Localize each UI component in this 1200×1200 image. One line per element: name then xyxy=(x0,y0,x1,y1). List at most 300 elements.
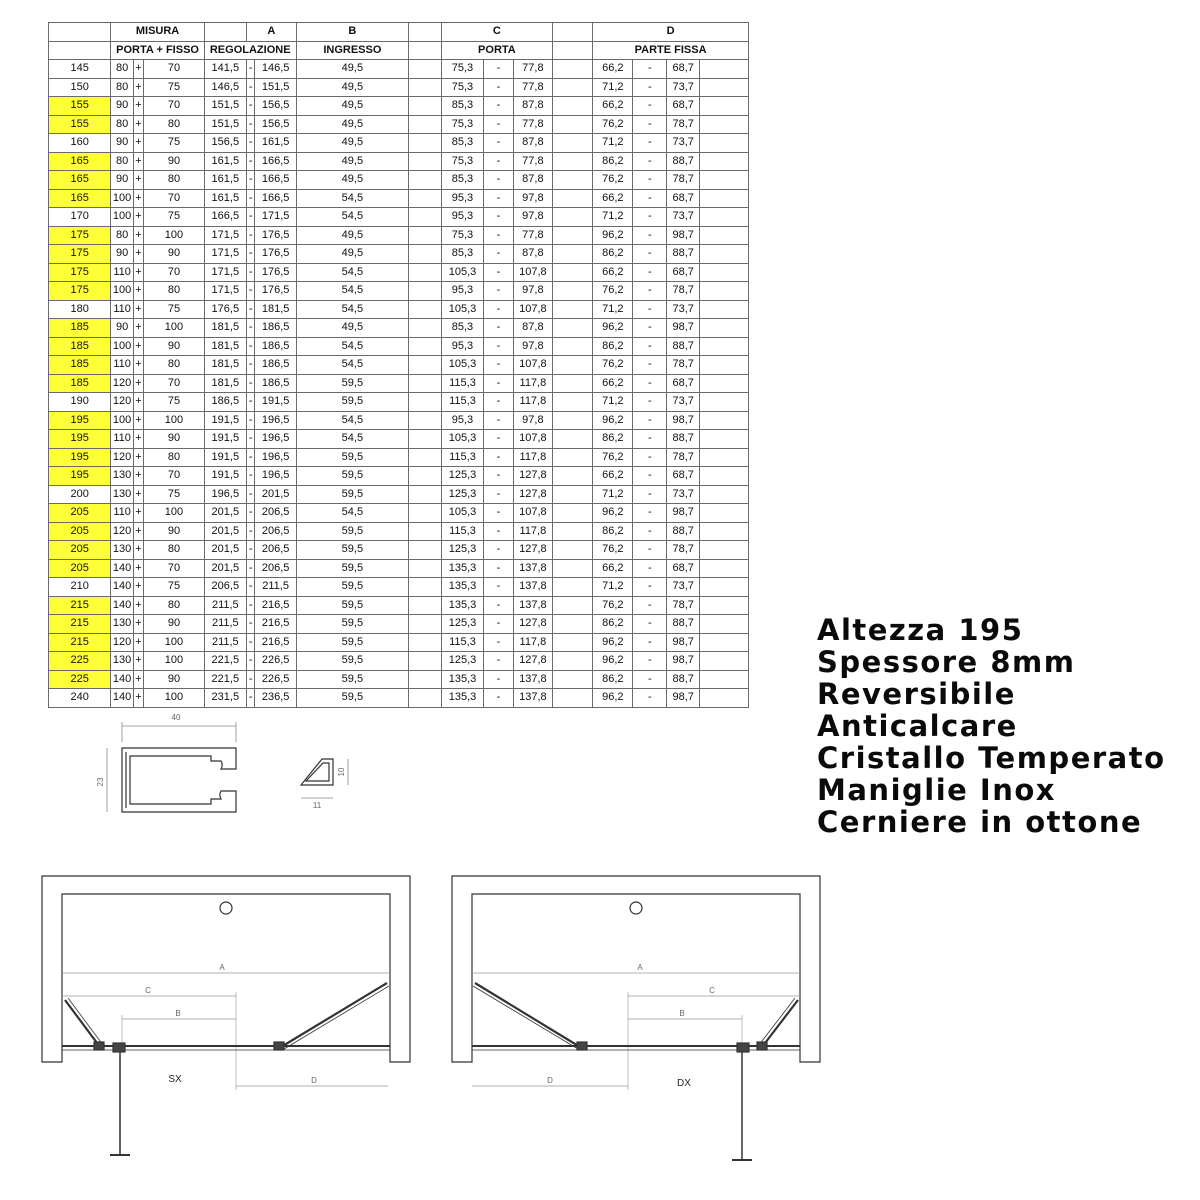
cell-porta: 140 xyxy=(111,689,133,708)
cell-a2: 186,5 xyxy=(255,337,296,356)
cell-dash: - xyxy=(484,319,514,338)
cell-b: 54,5 xyxy=(296,430,408,449)
cell-d1: 71,2 xyxy=(593,300,633,319)
cell-a1: 171,5 xyxy=(204,282,246,301)
cell-a2: 166,5 xyxy=(255,189,296,208)
cell-porta: 100 xyxy=(111,411,133,430)
cell-c1: 125,3 xyxy=(441,485,483,504)
cell-dash: - xyxy=(633,78,667,97)
cell-a2: 191,5 xyxy=(255,393,296,412)
cell-porta: 80 xyxy=(111,152,133,171)
cell-a1: 181,5 xyxy=(204,374,246,393)
cell-d1: 66,2 xyxy=(593,374,633,393)
cell-c1: 95,3 xyxy=(441,411,483,430)
cell-dash: - xyxy=(633,152,667,171)
cell-dash: - xyxy=(484,485,514,504)
cell-fisso: 75 xyxy=(144,134,204,153)
cell-dash: - xyxy=(246,504,254,523)
cell-a1: 201,5 xyxy=(204,541,246,560)
cell-misura: 215 xyxy=(49,596,111,615)
cell-b: 59,5 xyxy=(296,559,408,578)
cell-porta: 120 xyxy=(111,522,133,541)
cell-misura: 205 xyxy=(49,522,111,541)
cell-b: 59,5 xyxy=(296,689,408,708)
cell-plus: + xyxy=(133,189,144,208)
cell-dash: - xyxy=(633,337,667,356)
cell-c2: 77,8 xyxy=(513,226,552,245)
cell-c1: 135,3 xyxy=(441,689,483,708)
cell-fisso: 90 xyxy=(144,337,204,356)
cell-c2: 107,8 xyxy=(513,300,552,319)
cell-dash: - xyxy=(484,208,514,227)
cell-a1: 191,5 xyxy=(204,411,246,430)
cell-c2: 107,8 xyxy=(513,356,552,375)
cell-dash: - xyxy=(246,670,254,689)
cell-d2: 98,7 xyxy=(667,652,700,671)
cell-dash: - xyxy=(246,596,254,615)
cell-c2: 97,8 xyxy=(513,411,552,430)
cell-fisso: 100 xyxy=(144,411,204,430)
cell-d2: 68,7 xyxy=(667,559,700,578)
cell-c2: 127,8 xyxy=(513,652,552,671)
cell-d2: 98,7 xyxy=(667,633,700,652)
cell-porta: 80 xyxy=(111,226,133,245)
cell-b: 54,5 xyxy=(296,189,408,208)
cell-d1: 71,2 xyxy=(593,208,633,227)
cell-plus: + xyxy=(133,448,144,467)
cell-c2: 77,8 xyxy=(513,115,552,134)
cell-dash: - xyxy=(246,97,254,116)
cell-porta: 110 xyxy=(111,504,133,523)
cell-misura: 170 xyxy=(49,208,111,227)
cell-fisso: 90 xyxy=(144,245,204,264)
cell-b: 59,5 xyxy=(296,633,408,652)
u-profile-drawing xyxy=(107,722,236,812)
cell-dash: - xyxy=(484,670,514,689)
cell-fisso: 90 xyxy=(144,615,204,634)
cell-c2: 117,8 xyxy=(513,393,552,412)
cell-a1: 171,5 xyxy=(204,245,246,264)
cell-plus: + xyxy=(133,670,144,689)
cell-misura: 165 xyxy=(49,152,111,171)
cell-d2: 73,7 xyxy=(667,78,700,97)
cell-d1: 71,2 xyxy=(593,134,633,153)
plan-sx xyxy=(42,876,410,1155)
cell-misura: 165 xyxy=(49,171,111,190)
cell-dash: - xyxy=(633,596,667,615)
cell-d2: 78,7 xyxy=(667,282,700,301)
cell-a2: 211,5 xyxy=(255,578,296,597)
cell-dash: - xyxy=(633,60,667,79)
cell-d1: 71,2 xyxy=(593,485,633,504)
cell-plus: + xyxy=(133,115,144,134)
cell-misura: 155 xyxy=(49,97,111,116)
cell-d2: 68,7 xyxy=(667,97,700,116)
cell-c1: 75,3 xyxy=(441,78,483,97)
cell-plus: + xyxy=(133,171,144,190)
subheader-regolazione: REGOLAZIONE xyxy=(204,41,296,60)
cell-a2: 216,5 xyxy=(255,596,296,615)
cell-misura: 205 xyxy=(49,541,111,560)
cell-plus: + xyxy=(133,152,144,171)
cell-plus: + xyxy=(133,300,144,319)
cell-a2: 176,5 xyxy=(255,263,296,282)
subheader-parte-fissa: PARTE FISSA xyxy=(593,41,749,60)
cell-fisso: 100 xyxy=(144,652,204,671)
cell-dash: - xyxy=(633,189,667,208)
cell-dash: - xyxy=(633,226,667,245)
cell-d1: 76,2 xyxy=(593,596,633,615)
cell-fisso: 90 xyxy=(144,430,204,449)
cell-porta: 130 xyxy=(111,485,133,504)
cell-dash: - xyxy=(484,60,514,79)
cell-c2: 137,8 xyxy=(513,578,552,597)
cell-plus: + xyxy=(133,356,144,375)
cell-a2: 151,5 xyxy=(255,78,296,97)
cell-fisso: 75 xyxy=(144,578,204,597)
cell-b: 49,5 xyxy=(296,319,408,338)
cell-porta: 110 xyxy=(111,356,133,375)
cell-a1: 171,5 xyxy=(204,263,246,282)
cell-plus: + xyxy=(133,578,144,597)
cell-fisso: 70 xyxy=(144,374,204,393)
cell-misura: 185 xyxy=(49,337,111,356)
cell-dash: - xyxy=(633,393,667,412)
cell-c1: 85,3 xyxy=(441,97,483,116)
cell-dash: - xyxy=(246,615,254,634)
cell-fisso: 100 xyxy=(144,226,204,245)
cell-fisso: 70 xyxy=(144,263,204,282)
cell-a1: 201,5 xyxy=(204,559,246,578)
cell-a2: 156,5 xyxy=(255,115,296,134)
cell-misura: 175 xyxy=(49,263,111,282)
dx-dim-a: A xyxy=(637,963,643,972)
cell-d1: 96,2 xyxy=(593,411,633,430)
cell-d1: 96,2 xyxy=(593,633,633,652)
cell-plus: + xyxy=(133,596,144,615)
cell-dash: - xyxy=(246,245,254,264)
cell-dash: - xyxy=(246,263,254,282)
cell-porta: 110 xyxy=(111,430,133,449)
cell-c1: 95,3 xyxy=(441,189,483,208)
cell-a2: 206,5 xyxy=(255,559,296,578)
cell-c1: 75,3 xyxy=(441,152,483,171)
cell-dash: - xyxy=(246,300,254,319)
header-a: A xyxy=(246,23,296,42)
small-profile-drawing xyxy=(301,759,348,798)
cell-porta: 90 xyxy=(111,319,133,338)
cell-d1: 76,2 xyxy=(593,356,633,375)
cell-b: 59,5 xyxy=(296,596,408,615)
cell-d1: 76,2 xyxy=(593,282,633,301)
subheader-porta-fisso: PORTA + FISSO xyxy=(111,41,204,60)
cell-a1: 161,5 xyxy=(204,152,246,171)
cell-d1: 96,2 xyxy=(593,226,633,245)
cell-dash: - xyxy=(484,152,514,171)
cell-misura: 150 xyxy=(49,78,111,97)
cell-c2: 117,8 xyxy=(513,633,552,652)
cell-a1: 231,5 xyxy=(204,689,246,708)
cell-misura: 185 xyxy=(49,356,111,375)
cell-c2: 77,8 xyxy=(513,152,552,171)
sx-dim-b: B xyxy=(175,1009,181,1018)
cell-dash: - xyxy=(633,134,667,153)
cell-d1: 76,2 xyxy=(593,541,633,560)
cell-c1: 85,3 xyxy=(441,171,483,190)
cell-a2: 196,5 xyxy=(255,430,296,449)
cell-c1: 105,3 xyxy=(441,300,483,319)
cell-c1: 105,3 xyxy=(441,356,483,375)
cell-dash: - xyxy=(633,374,667,393)
cell-dash: - xyxy=(484,245,514,264)
cell-b: 59,5 xyxy=(296,652,408,671)
cell-c2: 127,8 xyxy=(513,615,552,634)
cell-a2: 181,5 xyxy=(255,300,296,319)
cell-a1: 181,5 xyxy=(204,356,246,375)
cell-b: 49,5 xyxy=(296,97,408,116)
cell-c2: 87,8 xyxy=(513,319,552,338)
u-profile-width-label: 40 xyxy=(171,713,181,722)
cell-b: 54,5 xyxy=(296,263,408,282)
cell-plus: + xyxy=(133,282,144,301)
cell-dash: - xyxy=(484,596,514,615)
cell-dash: - xyxy=(246,171,254,190)
cell-c2: 107,8 xyxy=(513,430,552,449)
cell-dash: - xyxy=(484,578,514,597)
cell-d2: 78,7 xyxy=(667,356,700,375)
cell-dash: - xyxy=(246,282,254,301)
header-b: B xyxy=(296,23,408,42)
cell-d2: 68,7 xyxy=(667,60,700,79)
cell-dash: - xyxy=(246,467,254,486)
cell-dash: - xyxy=(246,689,254,708)
cell-b: 54,5 xyxy=(296,208,408,227)
cell-porta: 140 xyxy=(111,670,133,689)
cell-a1: 221,5 xyxy=(204,670,246,689)
cell-dash: - xyxy=(633,689,667,708)
cell-porta: 90 xyxy=(111,97,133,116)
cell-c2: 87,8 xyxy=(513,134,552,153)
cell-dash: - xyxy=(633,411,667,430)
cell-porta: 100 xyxy=(111,337,133,356)
cell-a1: 211,5 xyxy=(204,615,246,634)
cell-a1: 141,5 xyxy=(204,60,246,79)
cell-plus: + xyxy=(133,559,144,578)
cell-fisso: 100 xyxy=(144,504,204,523)
cell-a1: 191,5 xyxy=(204,467,246,486)
cell-dash: - xyxy=(633,263,667,282)
cell-dash: - xyxy=(484,559,514,578)
cell-dash: - xyxy=(633,670,667,689)
cell-a1: 201,5 xyxy=(204,522,246,541)
cell-fisso: 80 xyxy=(144,171,204,190)
cell-b: 49,5 xyxy=(296,78,408,97)
cell-dash: - xyxy=(246,633,254,652)
cell-dash: - xyxy=(484,263,514,282)
cell-fisso: 90 xyxy=(144,670,204,689)
cell-dash: - xyxy=(484,282,514,301)
cell-b: 49,5 xyxy=(296,171,408,190)
cell-dash: - xyxy=(484,652,514,671)
cell-c1: 95,3 xyxy=(441,208,483,227)
cell-plus: + xyxy=(133,522,144,541)
cell-a2: 216,5 xyxy=(255,633,296,652)
header-c: C xyxy=(441,23,552,42)
feature-item: Altezza 195 xyxy=(817,613,1024,647)
cell-c1: 105,3 xyxy=(441,504,483,523)
dx-dim-b: B xyxy=(679,1009,685,1018)
cell-dash: - xyxy=(484,115,514,134)
cell-dash: - xyxy=(633,485,667,504)
sx-dim-c: C xyxy=(145,986,151,995)
cell-b: 49,5 xyxy=(296,134,408,153)
cell-b: 59,5 xyxy=(296,541,408,560)
cell-dash: - xyxy=(246,319,254,338)
sx-dim-a: A xyxy=(219,963,225,972)
cell-misura: 205 xyxy=(49,559,111,578)
cell-fisso: 70 xyxy=(144,189,204,208)
cell-fisso: 75 xyxy=(144,300,204,319)
cell-dash: - xyxy=(484,374,514,393)
cell-c2: 87,8 xyxy=(513,171,552,190)
cell-d2: 98,7 xyxy=(667,689,700,708)
cell-d1: 86,2 xyxy=(593,245,633,264)
cell-a2: 206,5 xyxy=(255,504,296,523)
subheader-ingresso: INGRESSO xyxy=(296,41,408,60)
cell-dash: - xyxy=(633,282,667,301)
cell-c2: 137,8 xyxy=(513,559,552,578)
cell-a1: 151,5 xyxy=(204,97,246,116)
cell-d1: 66,2 xyxy=(593,559,633,578)
cell-d1: 66,2 xyxy=(593,97,633,116)
cell-dash: - xyxy=(246,134,254,153)
cell-d2: 68,7 xyxy=(667,467,700,486)
cell-fisso: 70 xyxy=(144,467,204,486)
cell-plus: + xyxy=(133,337,144,356)
sx-dim-d: D xyxy=(311,1076,317,1085)
cell-dash: - xyxy=(246,78,254,97)
cell-c1: 135,3 xyxy=(441,596,483,615)
cell-dash: - xyxy=(246,60,254,79)
cell-dash: - xyxy=(484,541,514,560)
cell-a1: 201,5 xyxy=(204,504,246,523)
cell-dash: - xyxy=(246,393,254,412)
feature-item: Cerniere in ottone xyxy=(817,805,1143,839)
cell-b: 59,5 xyxy=(296,448,408,467)
cell-c1: 115,3 xyxy=(441,522,483,541)
cell-fisso: 80 xyxy=(144,356,204,375)
cell-c2: 117,8 xyxy=(513,374,552,393)
cell-d2: 68,7 xyxy=(667,374,700,393)
cell-a2: 146,5 xyxy=(255,60,296,79)
cell-porta: 140 xyxy=(111,559,133,578)
cell-d1: 86,2 xyxy=(593,430,633,449)
cell-a2: 156,5 xyxy=(255,97,296,116)
cell-d1: 96,2 xyxy=(593,652,633,671)
cell-dash: - xyxy=(633,300,667,319)
cell-c2: 97,8 xyxy=(513,189,552,208)
cell-a1: 171,5 xyxy=(204,226,246,245)
cell-fisso: 80 xyxy=(144,282,204,301)
cell-b: 49,5 xyxy=(296,226,408,245)
cell-misura: 205 xyxy=(49,504,111,523)
cell-a1: 211,5 xyxy=(204,596,246,615)
cell-a1: 186,5 xyxy=(204,393,246,412)
cell-b: 49,5 xyxy=(296,245,408,264)
cell-c1: 75,3 xyxy=(441,115,483,134)
cell-misura: 185 xyxy=(49,319,111,338)
cell-dash: - xyxy=(246,652,254,671)
cell-dash: - xyxy=(246,485,254,504)
cell-b: 49,5 xyxy=(296,115,408,134)
cell-dash: - xyxy=(484,522,514,541)
cell-misura: 215 xyxy=(49,633,111,652)
cell-plus: + xyxy=(133,60,144,79)
cell-d2: 68,7 xyxy=(667,189,700,208)
cell-c1: 115,3 xyxy=(441,448,483,467)
cell-c2: 97,8 xyxy=(513,337,552,356)
cell-porta: 100 xyxy=(111,282,133,301)
cell-misura: 160 xyxy=(49,134,111,153)
cell-b: 49,5 xyxy=(296,152,408,171)
feature-item: Cristallo Temperato xyxy=(817,741,1166,775)
cell-d2: 78,7 xyxy=(667,448,700,467)
cell-d1: 86,2 xyxy=(593,522,633,541)
cell-misura: 155 xyxy=(49,115,111,134)
cell-fisso: 80 xyxy=(144,448,204,467)
cell-d2: 88,7 xyxy=(667,430,700,449)
cell-dash: - xyxy=(246,448,254,467)
cell-d2: 88,7 xyxy=(667,337,700,356)
cell-b: 54,5 xyxy=(296,356,408,375)
cell-dash: - xyxy=(633,319,667,338)
cell-dash: - xyxy=(246,559,254,578)
cell-dash: - xyxy=(484,337,514,356)
cell-misura: 165 xyxy=(49,189,111,208)
cell-a1: 166,5 xyxy=(204,208,246,227)
cell-c1: 115,3 xyxy=(441,393,483,412)
cell-a1: 151,5 xyxy=(204,115,246,134)
cell-fisso: 75 xyxy=(144,208,204,227)
cell-porta: 110 xyxy=(111,263,133,282)
cell-fisso: 100 xyxy=(144,689,204,708)
cell-porta: 120 xyxy=(111,633,133,652)
cell-dash: - xyxy=(484,356,514,375)
cell-plus: + xyxy=(133,78,144,97)
cell-dash: - xyxy=(633,578,667,597)
cell-dash: - xyxy=(633,652,667,671)
cell-a1: 176,5 xyxy=(204,300,246,319)
cell-a2: 196,5 xyxy=(255,467,296,486)
cell-b: 54,5 xyxy=(296,300,408,319)
cell-a1: 146,5 xyxy=(204,78,246,97)
cell-a1: 156,5 xyxy=(204,134,246,153)
cell-d1: 86,2 xyxy=(593,152,633,171)
cell-dash: - xyxy=(246,578,254,597)
cell-plus: + xyxy=(133,374,144,393)
cell-b: 54,5 xyxy=(296,411,408,430)
cell-porta: 110 xyxy=(111,300,133,319)
cell-porta: 130 xyxy=(111,652,133,671)
cell-dash: - xyxy=(633,171,667,190)
cell-plus: + xyxy=(133,411,144,430)
cell-c2: 117,8 xyxy=(513,448,552,467)
cell-a2: 161,5 xyxy=(255,134,296,153)
small-profile-height-label: 10 xyxy=(337,767,346,777)
cell-dash: - xyxy=(484,411,514,430)
cell-d1: 66,2 xyxy=(593,189,633,208)
feature-item: Anticalcare xyxy=(817,709,1018,743)
